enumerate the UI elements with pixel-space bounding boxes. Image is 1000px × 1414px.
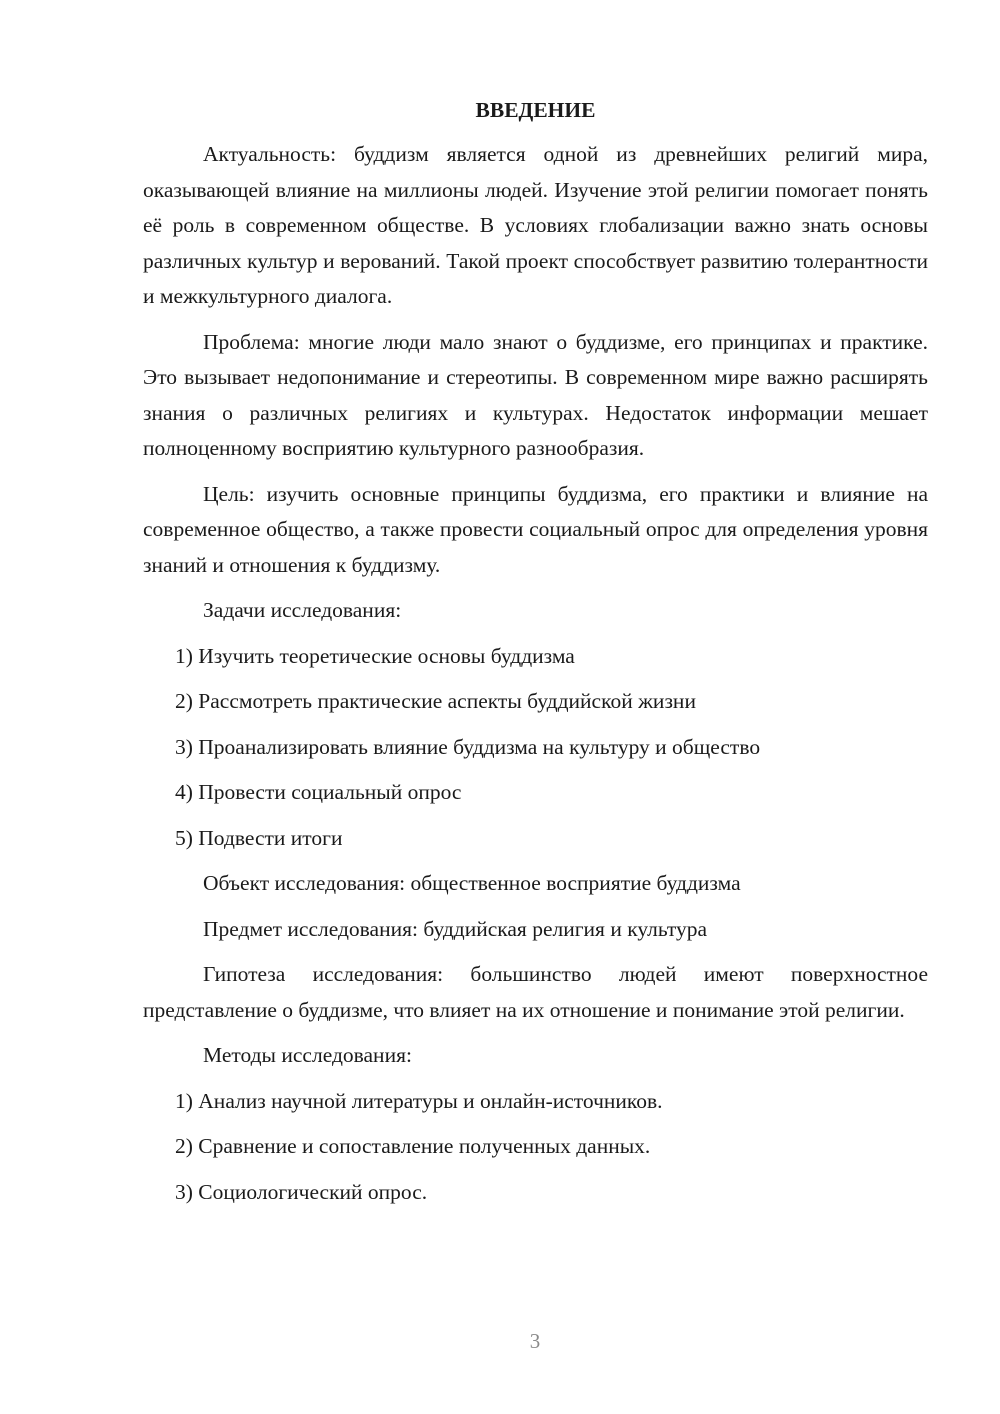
research-object: Объект исследования: общественное восприятие буддизма [203, 871, 741, 895]
task-item: 2) Рассмотреть практические аспекты буддийской жизни [175, 689, 696, 713]
task-item: 1) Изучить теоретические основы буддизма [175, 643, 575, 668]
hypothesis-paragraph: Гипотеза исследования: большинство людей имеют поверхностное представление о буддизме, что влияет на их отношение и понимание этой религии. [143, 962, 928, 1022]
goal-paragraph: Цель: изучить основные принципы буддизма, его практики и влияние на современное общество, а также провести социальный опрос для определения уровня знаний и отношения к буддизму. [143, 481, 928, 577]
method-item: 1) Анализ научной литературы и онлайн-источников. [175, 1088, 663, 1113]
relevance-paragraph: Актуальность: буддизм является одной из древнейших религий мира, оказывающей влияние на миллионы людей. Изучение этой религии помогает понять её роль в современном обществе. В условиях глобализации важно знать основы различных культур и верований. Такой проект способствует развитию толерантности и межкультурного диалога. [143, 142, 928, 308]
page-content [143, 92, 928, 1220]
task-item: 5) Подвести итоги [175, 825, 343, 850]
problem-paragraph: Проблема: многие люди мало знают о буддизме, его принципах и практике. Это вызывает недопонимание и стереотипы. В современном мире важно расширять знания о различных религиях и культурах. Недостаток информации мешает полноценному восприятию культурного разнообразия. [143, 329, 928, 460]
method-item: 3) Социологический опрос. [175, 1179, 428, 1204]
research-subject: Предмет исследования: буддийская религия и культура [203, 916, 708, 941]
task-item: 3) Проанализировать влияние буддизма на культуру и общество [175, 734, 761, 759]
method-item: 2) Сравнение и сопоставление полученных данных. [175, 1134, 651, 1158]
page-number: 3 [529, 1329, 541, 1353]
methods-heading: Методы исследования: [203, 1043, 412, 1067]
tasks-heading: Задачи исследования: [203, 598, 402, 622]
task-item: 4) Провести социальный опрос [175, 780, 462, 804]
section-title: ВВЕДЕНИЕ [475, 98, 596, 122]
